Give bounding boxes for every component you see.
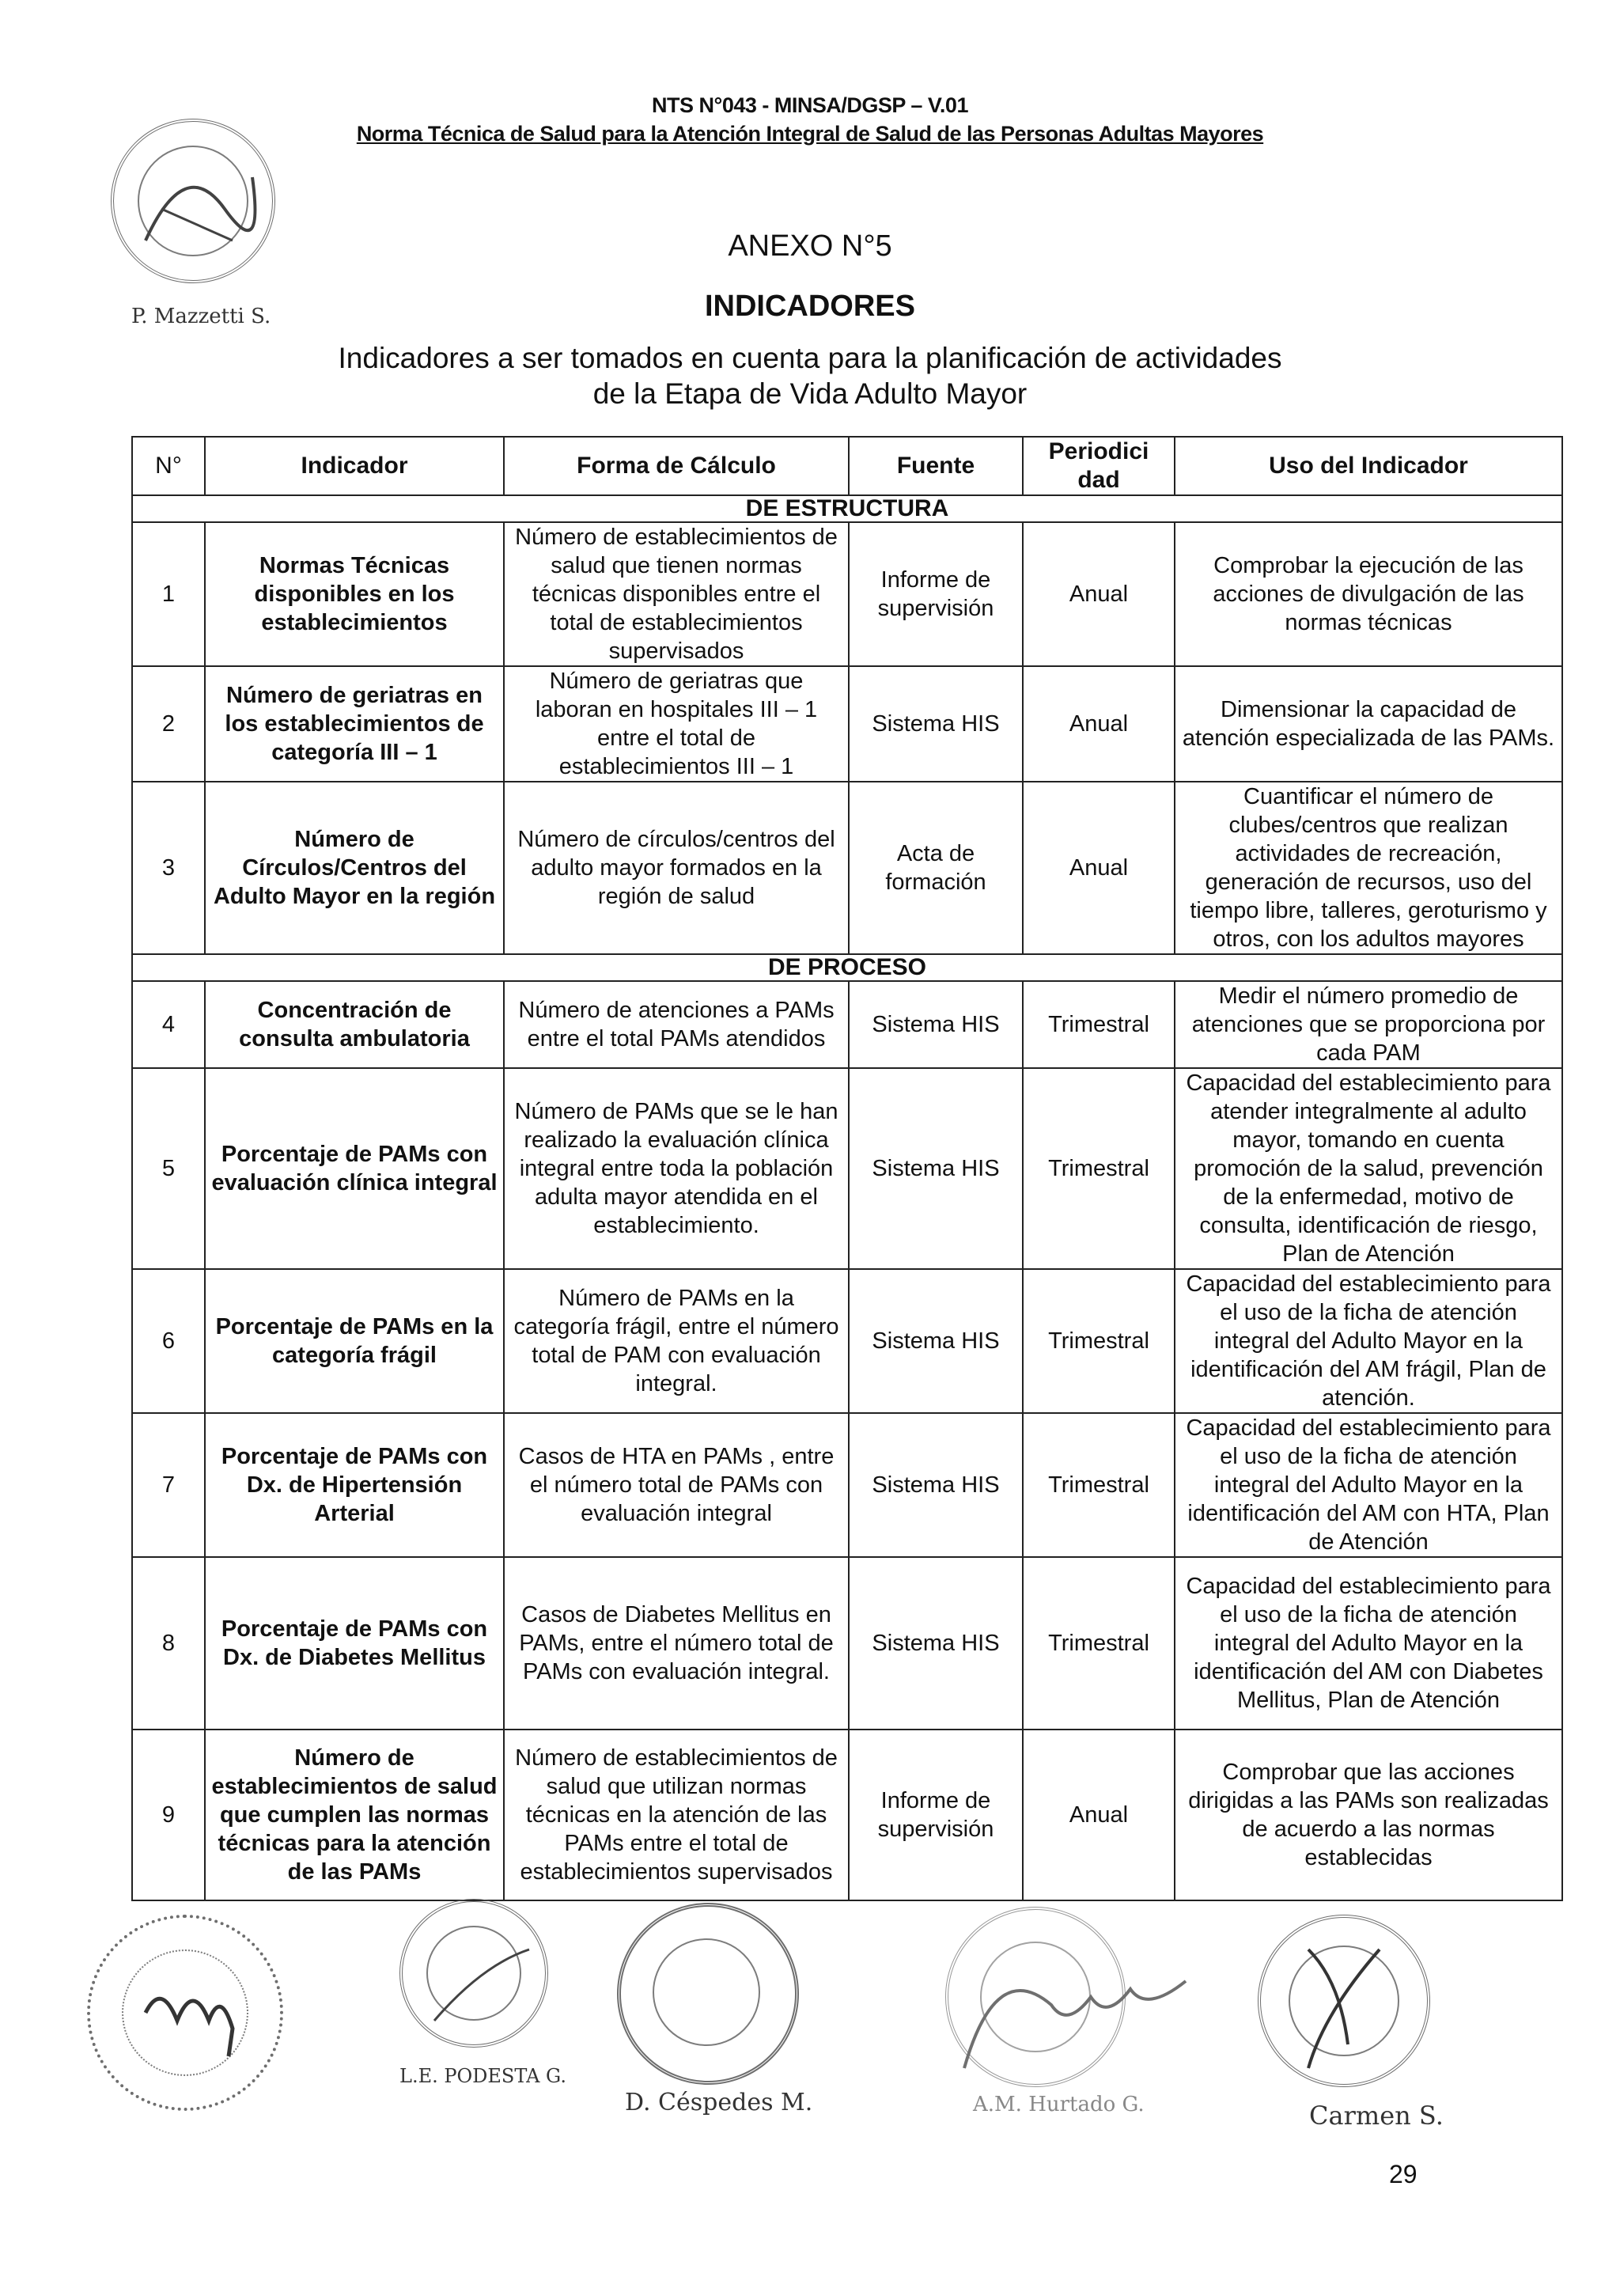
cell-uso: Cuantificar el número de clubes/centros que realizan actividades de recreación, generación de recursos, uso del tiempo libre, talleres, geroturismo y otros, con los adultos mayores — [1175, 782, 1562, 954]
cell-indicador: Concentración de consulta ambulatoria — [205, 981, 504, 1068]
cell-num: 8 — [132, 1557, 205, 1730]
cell-indicador: Porcentaje de PAMs con Dx. de Diabetes Mellitus — [205, 1557, 504, 1730]
cell-uso: Capacidad del establecimiento para el uso de la ficha de atención integral del Adulto Mayor en la identificación del AM frágil, Plan de atención. — [1175, 1269, 1562, 1413]
document-code: NTS N°043 - MINSA/DGSP – V.01 — [652, 93, 968, 117]
cell-indicador: Porcentaje de PAMs en la categoría frágil — [205, 1269, 504, 1413]
indicators-table — [131, 436, 1563, 1901]
subtitle-line-1: Indicadores a ser tomados en cuenta para la planificación de actividades — [338, 342, 1282, 374]
cell-fuente: Sistema HIS — [849, 1413, 1023, 1557]
cell-fuente: Sistema HIS — [849, 1557, 1023, 1730]
cell-periodicidad: Trimestral — [1023, 1413, 1175, 1557]
header-indicador: Indicador — [205, 437, 504, 495]
annex-title: ANEXO N°5 — [728, 229, 892, 263]
cell-num: 1 — [132, 522, 205, 666]
cell-indicador: Número de establecimientos de salud que cumplen las normas técnicas para la atención de las PAMs — [205, 1730, 504, 1900]
seal-stamp-1 — [87, 1915, 283, 2111]
table-row — [132, 522, 1562, 666]
cell-num: 2 — [132, 666, 205, 782]
cell-calculo: Número de geriatras que laboran en hospitales III – 1 entre el total de establecimientos III – 1 — [504, 666, 849, 782]
table-row — [132, 1730, 1562, 1900]
cell-periodicidad: Anual — [1023, 522, 1175, 666]
cell-indicador: Porcentaje de PAMs con Dx. de Hipertensión Arterial — [205, 1413, 504, 1557]
cell-periodicidad: Trimestral — [1023, 981, 1175, 1068]
header-fuente: Fuente — [849, 437, 1023, 495]
section-title: INDICADORES — [704, 290, 916, 323]
cell-fuente: Sistema HIS — [849, 1269, 1023, 1413]
cell-fuente: Informe de supervisión — [849, 1730, 1023, 1900]
cell-calculo: Número de atenciones a PAMs entre el total PAMs atendidos — [504, 981, 849, 1068]
signer-name-top-left: P. Mazzetti S. — [131, 305, 271, 328]
cell-fuente: Acta de formación — [849, 782, 1023, 954]
table-row — [132, 981, 1562, 1068]
subtitle-line-2: de la Etapa de Vida Adulto Mayor — [592, 377, 1028, 410]
section-label: DE ESTRUCTURA — [132, 495, 1562, 522]
cell-periodicidad: Anual — [1023, 782, 1175, 954]
table-row — [132, 1413, 1562, 1557]
signer-name-3: D. Céspedes M. — [625, 2089, 813, 2116]
table-row — [132, 666, 1562, 782]
cell-periodicidad: Trimestral — [1023, 1068, 1175, 1269]
cell-num: 3 — [132, 782, 205, 954]
table-row — [132, 1269, 1562, 1413]
header-num: N° — [132, 437, 205, 495]
signer-name-4: A.M. Hurtado G. — [973, 2093, 1145, 2116]
cell-calculo: Número de PAMs que se le han realizado la evaluación clínica integral entre toda la población adulta mayor atendida en el establecimiento. — [504, 1068, 849, 1269]
cell-num: 9 — [132, 1730, 205, 1900]
cell-calculo: Casos de HTA en PAMs , entre el número total de PAMs con evaluación integral — [504, 1413, 849, 1557]
section-row-proceso — [132, 954, 1562, 981]
cell-indicador: Número de geriatras en los establecimientos de categoría III – 1 — [205, 666, 504, 782]
header-periodicidad: Periodici dad — [1023, 437, 1175, 495]
cell-num: 7 — [132, 1413, 205, 1557]
cell-periodicidad: Trimestral — [1023, 1557, 1175, 1730]
cell-fuente: Sistema HIS — [849, 666, 1023, 782]
seal-stamp-4 — [945, 1907, 1126, 2087]
signer-name-5: Carmen S. — [1309, 2101, 1444, 2131]
header-uso: Uso del Indicador — [1175, 437, 1562, 495]
seal-stamp-2 — [399, 1899, 548, 2048]
section-label: DE PROCESO — [132, 954, 1562, 981]
seal-stamp-3 — [617, 1903, 799, 2085]
cell-num: 6 — [132, 1269, 205, 1413]
cell-fuente: Sistema HIS — [849, 981, 1023, 1068]
section-row-estructura — [132, 495, 1562, 522]
norm-title: Norma Técnica de Salud para la Atención Integral de Salud de las Personas Adultas Mayores — [356, 122, 1264, 146]
cell-indicador: Número de Círculos/Centros del Adulto Mayor en la región — [205, 782, 504, 954]
cell-indicador: Normas Técnicas disponibles en los establecimientos — [205, 522, 504, 666]
cell-num: 5 — [132, 1068, 205, 1269]
table-row — [132, 782, 1562, 954]
cell-periodicidad: Anual — [1023, 1730, 1175, 1900]
seal-stamp-5 — [1258, 1915, 1430, 2087]
cell-periodicidad: Anual — [1023, 666, 1175, 782]
cell-uso: Comprobar la ejecución de las acciones de divulgación de las normas técnicas — [1175, 522, 1562, 666]
cell-periodicidad: Trimestral — [1023, 1269, 1175, 1413]
signer-name-2: L.E. PODESTA G. — [399, 2065, 566, 2087]
cell-uso: Capacidad del establecimiento para atender integralmente al adulto mayor, tomando en cuenta promoción de la salud, prevención de la enfermedad, motivo de consulta, identificación de riesgo, Plan de Atención — [1175, 1068, 1562, 1269]
cell-calculo: Casos de Diabetes Mellitus en PAMs, entre el número total de PAMs con evaluación integral. — [504, 1557, 849, 1730]
page-number: 29 — [1389, 2160, 1418, 2188]
cell-uso: Capacidad del establecimiento para el uso de la ficha de atención integral del Adulto Mayor en la identificación del AM con HTA, Plan de Atención — [1175, 1413, 1562, 1557]
cell-fuente: Informe de supervisión — [849, 522, 1023, 666]
cell-uso: Capacidad del establecimiento para el uso de la ficha de atención integral del Adulto Mayor en la identificación del AM con Diabetes Mellitus, Plan de Atención — [1175, 1557, 1562, 1730]
cell-num: 4 — [132, 981, 205, 1068]
cell-uso: Dimensionar la capacidad de atención especializada de las PAMs. — [1175, 666, 1562, 782]
table-row — [132, 1068, 1562, 1269]
cell-uso: Medir el número promedio de atenciones que se proporciona por cada PAM — [1175, 981, 1562, 1068]
cell-calculo: Número de establecimientos de salud que utilizan normas técnicas en la atención de las PAMs entre el total de establecimientos supervisados — [504, 1730, 849, 1900]
table-header-row — [132, 437, 1562, 495]
cell-calculo: Número de establecimientos de salud que tienen normas técnicas disponibles entre el total de establecimientos supervisados — [504, 522, 849, 666]
cell-fuente: Sistema HIS — [849, 1068, 1023, 1269]
cell-indicador: Porcentaje de PAMs con evaluación clínica integral — [205, 1068, 504, 1269]
header-calculo: Forma de Cálculo — [504, 437, 849, 495]
cell-uso: Comprobar que las acciones dirigidas a las PAMs son realizadas de acuerdo a las normas establecidas — [1175, 1730, 1562, 1900]
table-row — [132, 1557, 1562, 1730]
cell-calculo: Número de círculos/centros del adulto mayor formados en la región de salud — [504, 782, 849, 954]
cell-calculo: Número de PAMs en la categoría frágil, entre el número total de PAM con evaluación integral. — [504, 1269, 849, 1413]
